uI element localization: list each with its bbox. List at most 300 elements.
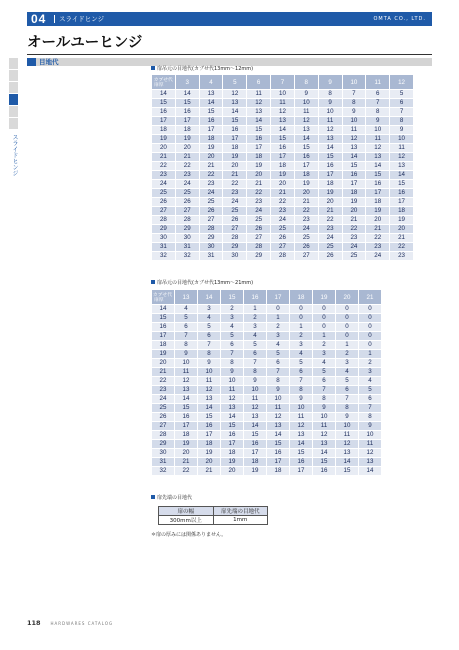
table-cell: 11: [342, 126, 366, 135]
row-header-thickness: 30: [152, 234, 176, 243]
table-cell: 10: [342, 117, 366, 126]
table-cell: 8: [359, 413, 382, 422]
table-cell: 3: [198, 305, 221, 314]
table-cell: 17: [342, 180, 366, 189]
table-cell: 32: [175, 252, 199, 261]
table-cell: 4: [359, 377, 382, 386]
table-cell: 17: [267, 458, 290, 467]
table-cell: 2: [267, 323, 290, 332]
table1-caption-wrap: [151, 66, 253, 73]
row-header-thickness: 18: [152, 341, 175, 350]
table-cell: 17: [271, 153, 295, 162]
table-cell: 14: [313, 449, 336, 458]
table-cell: 19: [366, 207, 390, 216]
table-cell: 10: [294, 99, 318, 108]
door-edge-gap-table: [158, 506, 268, 525]
table-cell: 15: [175, 99, 199, 108]
table-row: [152, 467, 382, 476]
table-cell: 12: [247, 99, 271, 108]
table-cell: 6: [221, 341, 244, 350]
table-cell: 7: [366, 99, 390, 108]
table-cell: 17: [175, 422, 198, 431]
table-cell: 9: [390, 126, 414, 135]
table-cell: 6: [313, 377, 336, 386]
table-cell: 15: [271, 135, 295, 144]
side-tab: [9, 58, 18, 69]
table-cell: 13: [313, 440, 336, 449]
table-cell: 15: [221, 422, 244, 431]
page-number: 118: [27, 619, 41, 627]
table2-caption: 扉吊元の目地代(カブせ代13mm～21mm): [157, 280, 254, 286]
column-header: 3: [175, 75, 199, 90]
square-bullet-icon: [151, 495, 155, 499]
table-cell: 11: [294, 108, 318, 117]
table-cell: 12: [359, 449, 382, 458]
table-cell: 7: [175, 332, 198, 341]
table-cell: 25: [271, 225, 295, 234]
table-cell: 29: [223, 243, 247, 252]
table-cell: 19: [221, 458, 244, 467]
section-marker: [27, 58, 36, 66]
table-cell: 6: [267, 359, 290, 368]
row-header-thickness: 26: [152, 198, 176, 207]
table-cell: 2: [313, 341, 336, 350]
table-cell: 11: [318, 117, 342, 126]
table-cell: 30: [223, 252, 247, 261]
table-cell: 25: [342, 252, 366, 261]
table-cell: 16: [290, 458, 313, 467]
row-header-thickness: 22: [152, 377, 175, 386]
table-cell: 15: [390, 180, 414, 189]
table-cell: 0: [336, 332, 359, 341]
table-cell: 0: [290, 314, 313, 323]
table-cell: 14: [366, 162, 390, 171]
table-cell: 3: [336, 359, 359, 368]
table-cell: 26: [271, 234, 295, 243]
table-cell: 10: [175, 359, 198, 368]
row-header-thickness: 29: [152, 225, 176, 234]
table-row: [152, 431, 382, 440]
table-cell: 29: [199, 234, 223, 243]
table-cell: 24: [366, 252, 390, 261]
row-header-thickness: 15: [152, 99, 176, 108]
table-cell: 11: [359, 440, 382, 449]
table-cell: 25: [318, 243, 342, 252]
table-cell: 24: [199, 189, 223, 198]
table-cell: 13: [267, 422, 290, 431]
table-cell: 0: [336, 305, 359, 314]
table-cell: 20: [198, 458, 221, 467]
table-cell: 9: [198, 359, 221, 368]
table-row: [152, 171, 414, 180]
table-cell: 14: [390, 171, 414, 180]
table-cell: 21: [390, 234, 414, 243]
table-cell: 18: [223, 144, 247, 153]
table-row: [152, 189, 414, 198]
door-width-value: 300mm以上: [159, 516, 214, 525]
table-cell: 2: [244, 314, 267, 323]
table-cell: 20: [175, 449, 198, 458]
table-cell: 6: [359, 395, 382, 404]
table-cell: 10: [313, 413, 336, 422]
table-cell: 11: [313, 422, 336, 431]
row-header-thickness: 32: [152, 252, 176, 261]
square-bullet-icon: [151, 280, 155, 284]
joint-gap-table-1: [151, 74, 414, 261]
table-cell: 10: [271, 90, 295, 99]
section-title: 目地代: [39, 58, 59, 66]
table-cell: 12: [267, 413, 290, 422]
table-cell: 9: [359, 422, 382, 431]
table-cell: 14: [198, 404, 221, 413]
table-cell: 23: [247, 198, 271, 207]
table-cell: 12: [336, 440, 359, 449]
row-header-thickness: 15: [152, 314, 175, 323]
table-row: [152, 359, 382, 368]
table-cell: 16: [198, 422, 221, 431]
chapter-number: 04: [31, 12, 47, 26]
table-row: [152, 449, 382, 458]
table-cell: 9: [313, 404, 336, 413]
side-tab: [9, 82, 18, 93]
table-cell: 13: [294, 126, 318, 135]
table-cell: 9: [244, 377, 267, 386]
table-cell: 24: [294, 225, 318, 234]
column-header: 21: [359, 290, 382, 305]
table-row: [152, 207, 414, 216]
row-header-thickness: 22: [152, 162, 176, 171]
table-cell: 21: [175, 153, 199, 162]
table-cell: 21: [247, 180, 271, 189]
table-cell: 22: [199, 171, 223, 180]
corner-bottom-label: 扉厚: [154, 83, 164, 88]
table-cell: 19: [342, 198, 366, 207]
table-cell: 12: [175, 377, 198, 386]
table-cell: 11: [290, 413, 313, 422]
row-header-thickness: 23: [152, 171, 176, 180]
table-cell: 17: [366, 189, 390, 198]
table-cell: 12: [294, 117, 318, 126]
table-cell: 16: [342, 171, 366, 180]
table-row: [152, 162, 414, 171]
table-cell: 10: [359, 431, 382, 440]
column-header: 19: [313, 290, 336, 305]
table-cell: 6: [175, 323, 198, 332]
table-cell: 15: [294, 144, 318, 153]
table-cell: 22: [318, 216, 342, 225]
column-header: 16: [244, 290, 267, 305]
table-cell: 18: [267, 467, 290, 476]
chapter-title: スライドヒンジ: [59, 15, 105, 23]
table-row: [152, 413, 382, 422]
table-cell: 5: [244, 341, 267, 350]
table-cell: 22: [366, 234, 390, 243]
table-cell: 11: [221, 386, 244, 395]
table-cell: 15: [223, 117, 247, 126]
side-chapter-tabs: [9, 58, 18, 130]
table-cell: 4: [267, 341, 290, 350]
table-cell: 3: [290, 341, 313, 350]
table-cell: 27: [199, 216, 223, 225]
table-row: [152, 216, 414, 225]
table-cell: 15: [342, 162, 366, 171]
table-cell: 0: [359, 332, 382, 341]
table-cell: 16: [247, 135, 271, 144]
table-cell: 19: [175, 440, 198, 449]
table-cell: 14: [199, 99, 223, 108]
side-tab-active: [9, 94, 18, 105]
table-row: [152, 234, 414, 243]
table-cell: 13: [366, 153, 390, 162]
table-cell: 13: [359, 458, 382, 467]
table-cell: 23: [366, 243, 390, 252]
table-cell: 12: [318, 126, 342, 135]
table-cell: 14: [290, 440, 313, 449]
table-cell: 15: [336, 467, 359, 476]
column-header: 6: [247, 75, 271, 90]
table-cell: 16: [175, 413, 198, 422]
table-cell: 6: [390, 99, 414, 108]
row-header-thickness: 28: [152, 216, 176, 225]
table2-caption-wrap: [151, 280, 253, 287]
table-cell: 0: [336, 323, 359, 332]
table-cell: 24: [271, 216, 295, 225]
table-cell: 21: [342, 216, 366, 225]
row-header-thickness: 14: [152, 90, 176, 99]
table-cell: 21: [271, 189, 295, 198]
table-row: [152, 117, 414, 126]
table-cell: 5: [221, 332, 244, 341]
table-cell: 26: [223, 216, 247, 225]
row-header-thickness: 20: [152, 359, 175, 368]
table-cell: 16: [223, 126, 247, 135]
column-header: 7: [271, 75, 295, 90]
table-cell: 18: [390, 207, 414, 216]
table-cell: 7: [244, 359, 267, 368]
table-cell: 20: [271, 180, 295, 189]
joint-gap-table-2: [151, 289, 382, 476]
table-cell: 23: [318, 225, 342, 234]
table-cell: 29: [175, 225, 199, 234]
table-cell: 15: [290, 449, 313, 458]
table-cell: 11: [390, 144, 414, 153]
table-cell: 12: [271, 108, 295, 117]
table-cell: 28: [223, 234, 247, 243]
table-cell: 15: [198, 413, 221, 422]
table-cell: 19: [244, 467, 267, 476]
table-cell: 1: [244, 305, 267, 314]
table-cell: 20: [223, 162, 247, 171]
table-cell: 2: [221, 305, 244, 314]
table-row: [152, 99, 414, 108]
table-cell: 14: [294, 135, 318, 144]
table-cell: 1: [290, 323, 313, 332]
table-cell: 14: [223, 108, 247, 117]
table-cell: 19: [247, 162, 271, 171]
table-cell: 8: [175, 341, 198, 350]
table-cell: 18: [294, 171, 318, 180]
square-bullet-icon: [151, 66, 155, 70]
table-cell: 20: [366, 216, 390, 225]
edge-gap-header: 扉先端の目地代: [213, 507, 267, 516]
table-cell: 4: [313, 359, 336, 368]
table3-caption: 扉先端の目地代: [157, 495, 193, 501]
table-cell: 17: [198, 431, 221, 440]
table-cell: 24: [318, 234, 342, 243]
table-cell: 22: [271, 198, 295, 207]
row-header-thickness: 27: [152, 207, 176, 216]
table-cell: 12: [223, 90, 247, 99]
column-header: 10: [342, 75, 366, 90]
corner-bottom-label: 扉厚: [154, 298, 164, 303]
table-cell: 23: [199, 180, 223, 189]
table-row: [152, 323, 382, 332]
table-cell: 24: [175, 180, 199, 189]
table-cell: 26: [175, 198, 199, 207]
table-cell: 26: [318, 252, 342, 261]
table-cell: 14: [336, 458, 359, 467]
table-cell: 13: [199, 90, 223, 99]
table-cell: 7: [336, 395, 359, 404]
table-cell: 12: [221, 395, 244, 404]
edge-gap-value: 1mm: [213, 516, 267, 525]
table-cell: 26: [294, 243, 318, 252]
table-row: [152, 144, 414, 153]
table-cell: 25: [294, 234, 318, 243]
corner-header: [152, 75, 176, 90]
table-row: [152, 108, 414, 117]
table-cell: 2: [336, 350, 359, 359]
column-header: 5: [223, 75, 247, 90]
table-cell: 13: [290, 431, 313, 440]
table3-caption-wrap: [151, 495, 192, 502]
table-cell: 25: [247, 216, 271, 225]
table-cell: 14: [271, 126, 295, 135]
page-title: オールユーヒンジ: [27, 35, 143, 51]
table-cell: 16: [271, 144, 295, 153]
table-cell: 6: [336, 386, 359, 395]
row-header-thickness: 17: [152, 332, 175, 341]
table-cell: 21: [199, 162, 223, 171]
side-chapter-label: スライドヒンジ: [11, 134, 18, 176]
table-cell: 13: [198, 395, 221, 404]
table-cell: 6: [244, 350, 267, 359]
table-cell: 1: [359, 350, 382, 359]
table-cell: 3: [244, 323, 267, 332]
table-row: [152, 422, 382, 431]
table-cell: 14: [247, 117, 271, 126]
table-cell: 5: [359, 386, 382, 395]
table-cell: 17: [223, 135, 247, 144]
table-row: [152, 252, 414, 261]
row-header-thickness: 24: [152, 180, 176, 189]
table-cell: 13: [390, 162, 414, 171]
table-row: [152, 440, 382, 449]
table-cell: 13: [336, 449, 359, 458]
table-cell: 20: [390, 225, 414, 234]
column-header: 9: [318, 75, 342, 90]
table-cell: 19: [318, 189, 342, 198]
table-cell: 8: [290, 386, 313, 395]
column-header: 11: [366, 75, 390, 90]
table-row: [152, 395, 382, 404]
table-cell: 4: [336, 368, 359, 377]
table-cell: 27: [247, 234, 271, 243]
table-cell: 20: [221, 467, 244, 476]
row-header-thickness: 31: [152, 243, 176, 252]
table-cell: 19: [175, 135, 199, 144]
table-cell: 7: [342, 90, 366, 99]
table-cell: 1: [313, 332, 336, 341]
table-cell: 18: [199, 135, 223, 144]
table-cell: 16: [221, 431, 244, 440]
table-cell: 21: [198, 467, 221, 476]
table-cell: 14: [244, 422, 267, 431]
table-cell: 21: [223, 171, 247, 180]
row-header-thickness: 16: [152, 108, 176, 117]
table1-caption: 扉吊元の目地代(カブせ代13mm～12mm): [157, 66, 254, 72]
table-cell: 9: [342, 108, 366, 117]
table-cell: 8: [390, 117, 414, 126]
table-cell: 11: [366, 135, 390, 144]
table-cell: 6: [198, 332, 221, 341]
row-header-thickness: 19: [152, 135, 176, 144]
table-cell: 7: [390, 108, 414, 117]
table-cell: 11: [336, 431, 359, 440]
section-header: [27, 58, 432, 66]
table-cell: 19: [223, 153, 247, 162]
table-cell: 8: [318, 90, 342, 99]
table-cell: 6: [366, 90, 390, 99]
table-row: [152, 153, 414, 162]
column-header: 4: [199, 75, 223, 90]
table-cell: 5: [336, 377, 359, 386]
table-row: [152, 368, 382, 377]
table-cell: 27: [271, 243, 295, 252]
table-row: [152, 458, 382, 467]
table-cell: 24: [223, 198, 247, 207]
row-header-thickness: 32: [152, 467, 175, 476]
table-cell: 14: [342, 153, 366, 162]
table-cell: 18: [271, 162, 295, 171]
table-cell: 14: [175, 90, 199, 99]
table-cell: 13: [223, 99, 247, 108]
table-cell: 18: [342, 189, 366, 198]
row-header-thickness: 16: [152, 323, 175, 332]
table-row: [152, 180, 414, 189]
table-cell: 17: [244, 449, 267, 458]
table-row: [152, 126, 414, 135]
table-cell: 15: [175, 404, 198, 413]
table-cell: 0: [313, 314, 336, 323]
catalog-name: HARDWARES CATALOG: [50, 621, 114, 626]
table-cell: 5: [267, 350, 290, 359]
row-header-thickness: 26: [152, 413, 175, 422]
table-row: [152, 404, 382, 413]
table-cell: 14: [359, 467, 382, 476]
table-cell: 22: [175, 162, 199, 171]
table-cell: 15: [199, 108, 223, 117]
table-cell: 27: [223, 225, 247, 234]
table-cell: 9: [175, 350, 198, 359]
table-cell: 16: [244, 440, 267, 449]
table-cell: 0: [336, 314, 359, 323]
table-cell: 10: [390, 135, 414, 144]
table-cell: 11: [271, 99, 295, 108]
table-cell: 18: [244, 458, 267, 467]
table-row: [152, 90, 414, 99]
table-cell: 14: [267, 431, 290, 440]
